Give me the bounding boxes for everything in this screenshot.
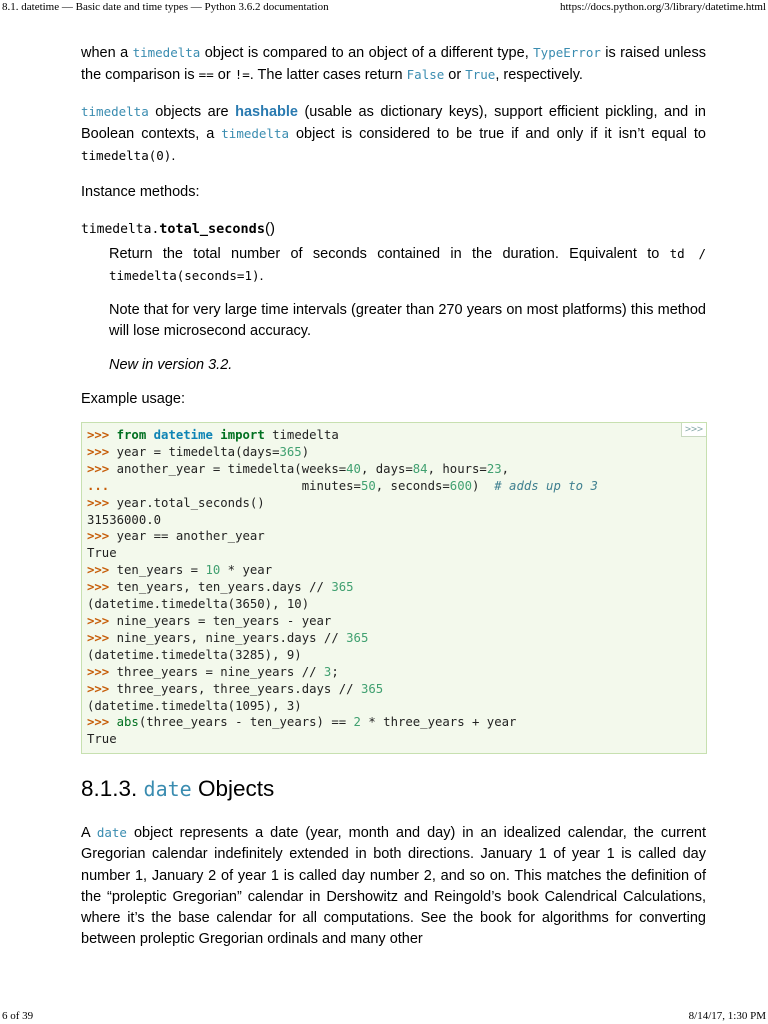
code-token: >>> bbox=[87, 563, 117, 578]
code-line bbox=[87, 698, 706, 715]
method-desc-paragraph: Return the total number of seconds contained in the duration. Equivalent to td / timedelta(seconds=1). bbox=[109, 246, 706, 284]
code-token: 3 bbox=[323, 664, 332, 679]
print-footer bbox=[0, 1008, 768, 1024]
code-token: abs bbox=[116, 715, 139, 730]
code-line bbox=[87, 512, 706, 529]
code-token: * year bbox=[220, 563, 273, 578]
code-example bbox=[81, 422, 707, 754]
comparison-paragraph: when a timedelta object is compared to an object of a different type, TypeError is raised unless the comparison is == or !=. The latter cases return False or True, respectively. bbox=[81, 45, 706, 83]
print-date: 8/14/17, 1:30 PM bbox=[688, 1010, 766, 1022]
code-token: ) bbox=[301, 444, 310, 459]
code-token: from bbox=[116, 428, 147, 442]
code-token: >>> bbox=[87, 715, 117, 730]
code-line bbox=[87, 528, 706, 545]
code-token: year = timedelta(days= bbox=[116, 444, 280, 459]
code-token: >>> bbox=[87, 664, 117, 679]
example-usage-label: Example usage: bbox=[81, 391, 185, 407]
code-token: nine_years, nine_years.days // bbox=[116, 630, 347, 645]
code-token: >>> bbox=[87, 613, 117, 628]
toggle-prompt-button[interactable]: >>> bbox=[681, 423, 706, 437]
date-objects-paragraph: A date object represents a date (year, month and day) in an idealized calendar, the current Gregorian calendar indefinitely extended in both directions. January 1 of year 1 is called day number 1, January 2 of year 1 is called day number 2, and so on. This matches the definition of the “proleptic Gregorian” calendar in Dershowitz and Reingold’s book Calendrical Calculations, where it’s the base calendar for all computations. See the book for algorithms for converting between proleptic Gregorian ordinals and many other bbox=[81, 825, 706, 948]
code-token: , hours= bbox=[427, 461, 487, 476]
code-line bbox=[87, 444, 706, 461]
code-token: 365 bbox=[279, 444, 302, 459]
code-token: 10 bbox=[205, 563, 221, 578]
typeerror-link[interactable]: TypeError bbox=[533, 45, 601, 60]
code-line bbox=[87, 596, 706, 613]
code-token: three_years = nine_years // bbox=[116, 664, 324, 679]
code-line bbox=[87, 731, 706, 748]
code-line bbox=[87, 681, 706, 698]
code-token: timedelta bbox=[264, 428, 339, 442]
hashable-link[interactable]: hashable bbox=[235, 104, 298, 120]
timedelta-link[interactable]: timedelta bbox=[132, 45, 201, 60]
code-token: ten_years, ten_years.days // bbox=[116, 580, 332, 595]
code-token: , days= bbox=[360, 461, 413, 476]
code-token: 365 bbox=[360, 681, 384, 696]
code-line bbox=[87, 427, 706, 444]
code-token: year.total_seconds() bbox=[116, 495, 265, 510]
code-line bbox=[87, 461, 706, 478]
code-token: # adds up to 3 bbox=[494, 478, 598, 493]
version-added-note: New in version 3.2. bbox=[109, 357, 233, 373]
code-token: 40 bbox=[346, 461, 361, 476]
date-link[interactable]: date bbox=[96, 825, 127, 841]
code-line bbox=[87, 562, 706, 579]
code-block bbox=[87, 427, 706, 748]
code-token bbox=[146, 428, 153, 442]
code-token: 600 bbox=[449, 478, 473, 493]
code-token: import bbox=[220, 428, 265, 442]
section-heading bbox=[81, 774, 706, 804]
page-url[interactable]: https://docs.python.org/3/library/datetime.html bbox=[559, 1, 766, 13]
eq-operator: == bbox=[198, 67, 214, 82]
doc-content bbox=[81, 42, 706, 950]
code-token: >>> bbox=[87, 580, 117, 595]
code-token: (datetime.timedelta(1095), 3) bbox=[87, 698, 302, 713]
code-token: >>> bbox=[87, 681, 117, 696]
code-token: ten_years = bbox=[116, 563, 206, 578]
code-line bbox=[87, 545, 706, 562]
instance-methods-label: Instance methods: bbox=[81, 184, 200, 200]
code-token: ) bbox=[472, 478, 495, 493]
method-note: Note that for very large time intervals (greater than 270 years on most platforms) this method will lose microsecond accuracy. bbox=[109, 302, 706, 339]
section-number: 8.1.3. bbox=[81, 776, 144, 802]
code-line bbox=[87, 630, 706, 647]
code-token: ; bbox=[331, 664, 339, 679]
code-token: True bbox=[87, 732, 117, 747]
code-line bbox=[87, 495, 706, 512]
code-token: 2 bbox=[353, 715, 361, 730]
code-token: >>> bbox=[87, 428, 117, 442]
code-token: * three_years + year bbox=[360, 715, 517, 730]
method-class: timedelta. bbox=[81, 222, 160, 237]
code-token: 365 bbox=[346, 630, 369, 645]
code-token: 365 bbox=[331, 580, 354, 595]
code-line bbox=[87, 579, 706, 596]
code-token: (datetime.timedelta(3650), 10) bbox=[87, 597, 310, 612]
code-line bbox=[87, 613, 706, 630]
false-link[interactable]: False bbox=[406, 67, 445, 82]
code-token: ... bbox=[87, 478, 117, 493]
date-class-link[interactable]: date bbox=[143, 777, 192, 802]
code-token: , seconds= bbox=[375, 478, 450, 493]
code-token: three_years, three_years.days // bbox=[116, 681, 361, 696]
page-counter: 6 of 39 bbox=[2, 1010, 34, 1022]
code-token: 50 bbox=[360, 478, 376, 493]
equivalent-code: td / timedelta(seconds=1) bbox=[109, 246, 706, 283]
code-line bbox=[87, 647, 706, 664]
ne-operator: != bbox=[234, 67, 250, 82]
code-token: 84 bbox=[412, 461, 428, 476]
method-parens: () bbox=[264, 220, 275, 237]
code-token: >>> bbox=[87, 630, 117, 645]
code-line bbox=[87, 478, 706, 495]
page-title: 8.1. datetime — Basic date and time types — Python 3.6.2 documentation bbox=[2, 1, 329, 13]
method-description bbox=[109, 243, 706, 376]
code-token: (datetime.timedelta(3285), 9) bbox=[87, 647, 302, 662]
timedelta-zero-code: timedelta(0) bbox=[81, 148, 172, 163]
code-token: , bbox=[501, 461, 510, 476]
hashable-paragraph: timedelta objects are hashable (usable as dictionary keys), support efficient pickling, and in Boolean contexts, a timedelta object is considered to be true if and only if it isn’t equal to timedelta(0). bbox=[81, 104, 706, 164]
code-token: year == another_year bbox=[116, 529, 265, 544]
code-token: >>> bbox=[87, 529, 117, 544]
timedelta-link[interactable]: timedelta bbox=[221, 126, 289, 141]
code-token: >>> bbox=[87, 444, 117, 459]
code-line bbox=[87, 664, 706, 681]
code-token: True bbox=[87, 546, 117, 561]
code-line bbox=[87, 714, 706, 731]
method-signature bbox=[81, 218, 706, 241]
print-header bbox=[0, 0, 768, 14]
code-token: (three_years - ten_years) == bbox=[138, 715, 354, 730]
section-title-rest: Objects bbox=[191, 776, 275, 802]
code-token: 31536000.0 bbox=[87, 512, 162, 527]
code-token: 23 bbox=[486, 461, 502, 476]
code-token: >>> bbox=[87, 461, 117, 476]
code-token: minutes= bbox=[116, 478, 361, 493]
code-token: nine_years = ten_years - year bbox=[116, 613, 332, 628]
code-token: >>> bbox=[87, 495, 117, 510]
timedelta-link[interactable]: timedelta bbox=[81, 104, 149, 119]
method-name[interactable]: total_seconds bbox=[159, 221, 265, 237]
true-link[interactable]: True bbox=[465, 67, 496, 82]
code-token: datetime bbox=[153, 428, 213, 442]
code-token: another_year = timedelta(weeks= bbox=[116, 461, 347, 476]
